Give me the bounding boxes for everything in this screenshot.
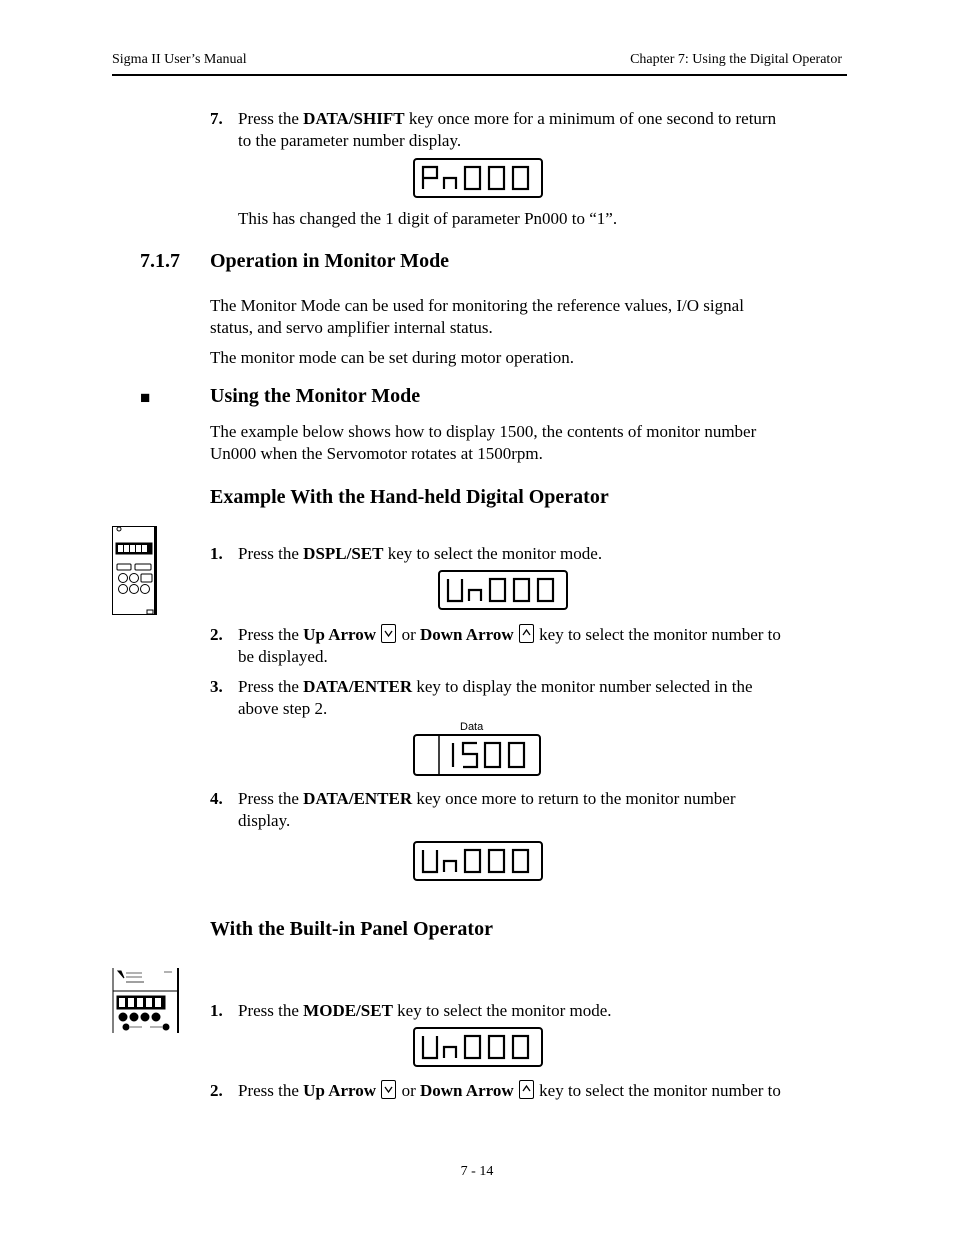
header-left: Sigma II User’s Manual (112, 52, 247, 67)
hh-step4-number: 4. (210, 789, 223, 808)
seg-display-pn000 (415, 160, 541, 196)
seg-display-un000 (415, 843, 541, 879)
up-arrow-key-icon (381, 624, 396, 643)
down-arrow-key-icon (519, 1080, 534, 1099)
hh-step4-text: Press the DATA/ENTER key once more to return to the monitor number display. (238, 789, 736, 830)
up-arrow-key-icon (381, 1080, 396, 1099)
bi-step2-number: 2. (210, 1081, 223, 1100)
section-para2: The monitor mode can be set during motor operation. (210, 348, 574, 367)
hh-step3-number: 3. (210, 677, 223, 696)
section-para1: The Monitor Mode can be used for monitoring the reference values, I/O signal status, and servo amplifier internal status. (210, 296, 744, 337)
seg-display-un000 (440, 572, 566, 608)
seg-display-1500 (415, 736, 539, 774)
hh-step1-text: Press the DSPL/SET key to select the monitor mode. (238, 544, 603, 563)
step7-note: This has changed the 1 digit of parameter Pn000 to “1”. (238, 209, 618, 228)
hh-step1-number: 1. (210, 544, 223, 563)
lcd-un000-hh4 (413, 841, 543, 881)
step7-number: 7. (210, 109, 223, 128)
handheld-operator-icon (111, 524, 159, 617)
page-number: 7 - 14 (460, 1164, 494, 1179)
data-label: Data (460, 721, 484, 733)
using-title: Using the Monitor Mode (210, 385, 421, 407)
lcd-1500 (413, 734, 541, 776)
lcd-un000-bi1 (413, 1027, 543, 1067)
builtin-panel-icon (112, 966, 180, 1035)
hh-step2-number: 2. (210, 625, 223, 644)
lcd-pn000 (413, 158, 543, 198)
bi-step1-number: 1. (210, 1001, 223, 1020)
seg-display-un000 (415, 1029, 541, 1065)
bullet-square: ■ (140, 388, 151, 407)
header-right: Chapter 7: Using the Digital Operator (630, 52, 842, 67)
lcd-un000-hh1 (438, 570, 568, 610)
down-arrow-key-icon (519, 624, 534, 643)
hh-step3-text: Press the DATA/ENTER key to display the monitor number selected in the above step 2. (238, 677, 753, 718)
bi-step1-text: Press the MODE/SET key to select the monitor mode. (238, 1001, 612, 1020)
using-text: The example below shows how to display 1500, the contents of monitor number Un000 when the Servomotor rotates at 1500rpm. (210, 422, 757, 463)
builtin-title: With the Built-in Panel Operator (210, 918, 493, 940)
section-number: 7.1.7 (140, 250, 180, 272)
header-rule (112, 74, 847, 76)
handheld-title: Example With the Hand-held Digital Operator (210, 486, 609, 508)
hh-step2-text: Press the Up Arrow or Down Arrow key to select the monitor number to be displayed. (238, 625, 781, 666)
section-title: Operation in Monitor Mode (210, 250, 450, 272)
bi-step2-text: Press the Up Arrow or Down Arrow key to select the monitor number to (238, 1081, 781, 1100)
step7-text: Press the DATA/SHIFT key once more for a minimum of one second to return to the parameter number display. (238, 109, 777, 150)
